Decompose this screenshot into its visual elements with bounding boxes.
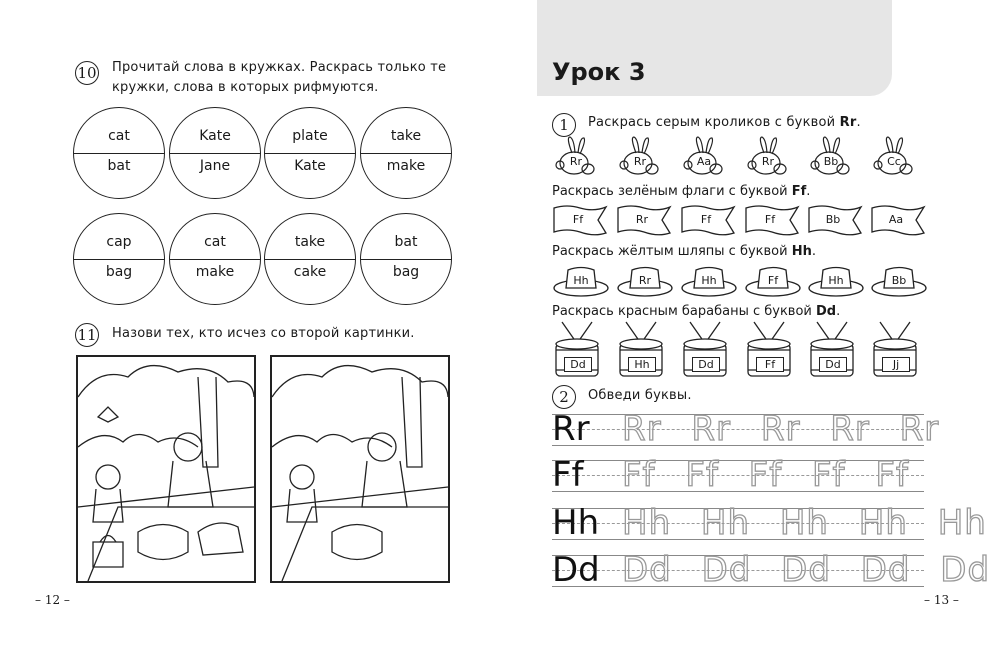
- drum-item[interactable]: [552, 320, 602, 380]
- drum-letter: Dd: [819, 357, 847, 372]
- rabbit-item[interactable]: [807, 135, 857, 177]
- flag-item[interactable]: [744, 204, 800, 236]
- task-10-text: Прочитай слова в кружках. Раскрась только те кружки, слова в которых рифмуются.: [112, 60, 447, 95]
- flag-letter: Ff: [764, 213, 776, 226]
- circle-divider: [170, 153, 260, 154]
- rabbit-letter: Bb: [823, 155, 839, 168]
- hat-letter: Ff: [767, 274, 779, 287]
- circle-word-bottom: bat: [107, 158, 131, 174]
- circle-divider: [74, 259, 164, 260]
- drum-letter: Hh: [628, 357, 656, 372]
- tracing-dotted-letters[interactable]: Dd Dd Dd Dd Dd: [622, 550, 991, 590]
- circle-word-top: plate: [292, 128, 328, 144]
- drum-letter: Ff: [756, 357, 784, 372]
- flag-item[interactable]: [807, 204, 863, 236]
- drums-text-pre: Раскрась красным барабаны с буквой: [552, 304, 817, 319]
- rhyme-circle[interactable]: [264, 107, 356, 199]
- flags-letter: Ff: [791, 184, 807, 199]
- task-1-text-post: .: [856, 115, 861, 130]
- flag-letter: Aa: [888, 213, 904, 226]
- rabbit-item[interactable]: [552, 135, 602, 177]
- rabbit-letter: Rr: [569, 155, 583, 168]
- circle-word-top: Kate: [199, 128, 231, 144]
- lesson-title: Урок 3: [552, 58, 646, 86]
- task-11-number: 11: [75, 323, 99, 347]
- circle-divider: [74, 153, 164, 154]
- circle-divider: [265, 259, 355, 260]
- park-scene-1-illustration: [78, 357, 254, 581]
- rhyme-circle[interactable]: [264, 213, 356, 305]
- circle-divider: [361, 153, 451, 154]
- task-2-number: 2: [552, 385, 576, 409]
- hat-item[interactable]: [744, 264, 802, 298]
- hat-item[interactable]: [680, 264, 738, 298]
- circle-word-top: cat: [204, 234, 226, 250]
- drum-item[interactable]: [870, 320, 920, 380]
- flag-letter: Bb: [825, 213, 841, 226]
- flag-letter: Ff: [700, 213, 712, 226]
- tracing-sample-letters: Rr: [552, 409, 590, 449]
- task-1-text-pre: Раскрась серым кроликов с буквой: [588, 115, 840, 130]
- page-number-left: – 12 –: [35, 593, 70, 607]
- flag-item[interactable]: [552, 204, 608, 236]
- rabbit-item[interactable]: [870, 135, 920, 177]
- task-2-text: Обведи буквы.: [588, 388, 692, 403]
- circle-word-bottom: Kate: [294, 158, 326, 174]
- rabbit-letter: Rr: [761, 155, 775, 168]
- tracing-sample-letters: Dd: [552, 550, 600, 590]
- hat-letter: Hh: [828, 274, 844, 287]
- flag-letter: Rr: [635, 213, 649, 226]
- circle-divider: [361, 259, 451, 260]
- drums-instruction: [552, 303, 840, 321]
- circle-word-top: cat: [108, 128, 130, 144]
- hat-item[interactable]: [807, 264, 865, 298]
- tracing-dotted-letters[interactable]: Rr Rr Rr Rr Rr: [622, 409, 940, 449]
- hat-item[interactable]: [552, 264, 610, 298]
- rhyme-circle[interactable]: [360, 213, 452, 305]
- flags-text-pre: Раскрась зелёным флаги с буквой: [552, 184, 792, 199]
- hats-text-pre: Раскрась жёлтым шляпы с буквой: [552, 244, 792, 259]
- tracing-dotted-letters[interactable]: Ff Ff Ff Ff Ff: [622, 455, 909, 495]
- drum-item[interactable]: [680, 320, 730, 380]
- task-1-text: [588, 113, 861, 133]
- rhyme-circle[interactable]: [73, 107, 165, 199]
- rabbit-letter: Rr: [633, 155, 647, 168]
- flags-instruction: [552, 183, 810, 201]
- circle-word-bottom: make: [386, 158, 426, 174]
- page-number-right: – 13 –: [924, 593, 959, 607]
- tracing-sample-letters: Ff: [552, 455, 584, 495]
- circle-divider: [170, 259, 260, 260]
- flag-item[interactable]: [616, 204, 672, 236]
- hats-instruction: [552, 243, 816, 261]
- flag-letter: Ff: [572, 213, 584, 226]
- circle-word-bottom: bag: [105, 264, 133, 280]
- circle-word-bottom: make: [195, 264, 235, 280]
- hat-letter: Rr: [638, 274, 652, 287]
- drums-text-post: .: [836, 304, 841, 319]
- flag-item[interactable]: [680, 204, 736, 236]
- circle-word-top: cap: [106, 234, 132, 250]
- flag-item[interactable]: [870, 204, 926, 236]
- hats-text-post: .: [811, 244, 817, 259]
- rhyme-circle[interactable]: [169, 213, 261, 305]
- circle-word-bottom: Jane: [199, 158, 231, 174]
- circle-divider: [265, 153, 355, 154]
- rhyme-circle[interactable]: [73, 213, 165, 305]
- drum-letter: Dd: [564, 357, 592, 372]
- picture-1: [76, 355, 256, 583]
- rhyme-circle[interactable]: [360, 107, 452, 199]
- drum-letter: Jj: [882, 357, 910, 372]
- circle-word-top: take: [390, 128, 422, 144]
- drum-item[interactable]: [807, 320, 857, 380]
- circle-word-bottom: cake: [293, 264, 327, 280]
- flags-text-post: .: [806, 184, 811, 199]
- hat-letter: Bb: [891, 274, 907, 287]
- drum-item[interactable]: [744, 320, 794, 380]
- circle-word-top: bat: [394, 234, 418, 250]
- picture-2: [270, 355, 450, 583]
- drums-letter: Dd: [816, 304, 837, 319]
- task-10-number: 10: [75, 61, 99, 85]
- circle-word-top: take: [294, 234, 326, 250]
- tracing-dotted-letters[interactable]: Hh Hh Hh Hh Hh: [622, 503, 987, 543]
- rabbit-item[interactable]: [616, 135, 666, 177]
- rabbit-item[interactable]: [680, 135, 730, 177]
- drum-item[interactable]: [616, 320, 666, 380]
- hat-item[interactable]: [616, 264, 674, 298]
- task-1-number: 1: [552, 113, 576, 137]
- rabbit-item[interactable]: [744, 135, 794, 177]
- task-1-letter: Rr: [839, 115, 857, 130]
- hats-letter: Hh: [791, 244, 812, 259]
- rabbit-letter: Aa: [696, 155, 712, 168]
- tracing-sample-letters: Hh: [552, 503, 600, 543]
- park-scene-2-illustration: [272, 357, 448, 581]
- rabbit-letter: Cc: [887, 155, 901, 168]
- circle-word-bottom: bag: [392, 264, 420, 280]
- hat-item[interactable]: [870, 264, 928, 298]
- rhyme-circle[interactable]: [169, 107, 261, 199]
- drum-letter: Dd: [692, 357, 720, 372]
- task-11-text: Назови тех, кто исчез со второй картинки.: [112, 326, 415, 341]
- hat-letter: Hh: [573, 274, 589, 287]
- hat-letter: Hh: [701, 274, 717, 287]
